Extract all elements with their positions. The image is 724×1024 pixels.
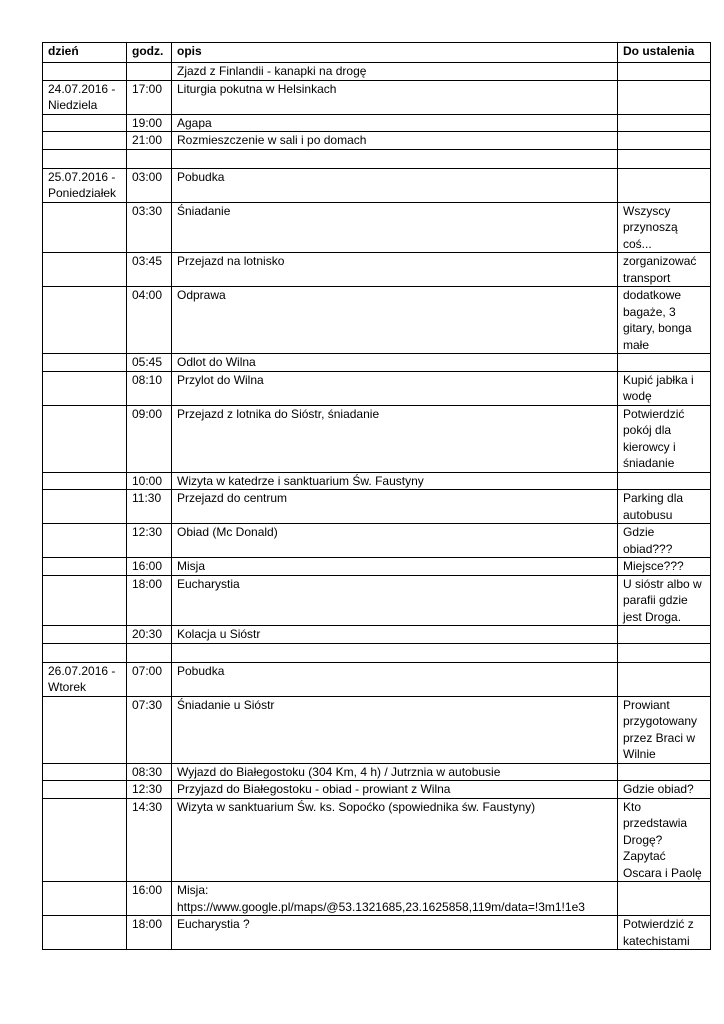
day-cell [43, 524, 127, 558]
day-cell [43, 287, 127, 354]
description-cell: Obiad (Mc Donald) [172, 524, 618, 558]
notes-cell: zorganizować transport [618, 253, 711, 287]
day-cell [43, 114, 127, 132]
time-cell: 04:00 [127, 287, 172, 354]
table-row [43, 763, 711, 781]
spacer-row [43, 149, 711, 168]
time-cell: 18:00 [127, 916, 172, 950]
empty-cell [618, 149, 711, 168]
table-row [43, 490, 711, 524]
table-row [43, 916, 711, 950]
time-cell: 12:30 [127, 781, 172, 799]
time-cell: 07:00 [127, 662, 172, 696]
day-cell [43, 405, 127, 472]
notes-cell: Gdzie obiad? [618, 781, 711, 799]
day-cell [43, 781, 127, 799]
table-row [43, 80, 711, 114]
table-row [43, 662, 711, 696]
table-row [43, 524, 711, 558]
day-cell [43, 253, 127, 287]
description-cell: Przejazd na lotnisko [172, 253, 618, 287]
description-cell: Odlot do Wilna [172, 354, 618, 372]
day-cell [43, 558, 127, 576]
description-cell: Kolacja u Sióstr [172, 626, 618, 644]
notes-cell: Miejsce??? [618, 558, 711, 576]
empty-cell [127, 643, 172, 662]
day-cell [43, 490, 127, 524]
description-cell: Śniadanie u Sióstr [172, 696, 618, 763]
empty-cell [127, 149, 172, 168]
table-row [43, 354, 711, 372]
notes-cell [618, 626, 711, 644]
header-notes: Do ustalenia [618, 43, 711, 63]
empty-cell [618, 643, 711, 662]
day-cell: 25.07.2016 - Poniedziałek [43, 168, 127, 202]
spacer-row [43, 643, 711, 662]
notes-cell: Potwierdzić pokój dla kierowcy i śniadanie [618, 405, 711, 472]
description-cell: Misja [172, 558, 618, 576]
header-row [43, 43, 711, 63]
day-cell [43, 798, 127, 882]
description-cell: Liturgia pokutna w Helsinkach [172, 80, 618, 114]
empty-cell [43, 643, 127, 662]
description-cell: Śniadanie [172, 202, 618, 253]
day-cell [43, 63, 127, 81]
notes-cell [618, 354, 711, 372]
table-row [43, 405, 711, 472]
description-cell: Pobudka [172, 168, 618, 202]
notes-cell: Potwierdzić z katechistami [618, 916, 711, 950]
description-cell: Przejazd z lotnika do Sióstr, śniadanie [172, 405, 618, 472]
empty-cell [43, 149, 127, 168]
description-cell: Wyjazd do Białegostoku (304 Km, 4 h) / Jutrznia w autobusie [172, 763, 618, 781]
schedule-body [43, 63, 711, 950]
notes-cell [618, 80, 711, 114]
table-row [43, 626, 711, 644]
notes-cell [618, 63, 711, 81]
empty-cell [172, 149, 618, 168]
description-cell: Eucharystia ? [172, 916, 618, 950]
time-cell: 03:45 [127, 253, 172, 287]
day-cell [43, 916, 127, 950]
header-day: dzień [43, 43, 127, 63]
notes-cell [618, 662, 711, 696]
time-cell: 18:00 [127, 575, 172, 626]
notes-cell: Gdzie obiad??? [618, 524, 711, 558]
time-cell: 08:10 [127, 371, 172, 405]
day-cell [43, 882, 127, 916]
time-cell: 16:00 [127, 558, 172, 576]
description-cell: Przyjazd do Białegostoku - obiad - prowiant z Wilna [172, 781, 618, 799]
day-cell [43, 696, 127, 763]
description-cell: Odprawa [172, 287, 618, 354]
notes-cell: Wszyscy przynoszą coś... [618, 202, 711, 253]
table-row [43, 168, 711, 202]
header-time: godz. [127, 43, 172, 63]
table-row [43, 472, 711, 490]
description-cell: Misja: https://www.google.pl/maps/@53.1321685,23.1625858,119m/data=!3m1!1e3 [172, 882, 618, 916]
time-cell [127, 63, 172, 81]
table-row [43, 287, 711, 354]
time-cell: 05:45 [127, 354, 172, 372]
description-cell: Przylot do Wilna [172, 371, 618, 405]
table-row [43, 558, 711, 576]
time-cell: 16:00 [127, 882, 172, 916]
day-cell [43, 354, 127, 372]
schedule-table [42, 42, 711, 950]
day-cell [43, 132, 127, 150]
day-cell [43, 626, 127, 644]
table-row [43, 253, 711, 287]
description-cell: Rozmieszczenie w sali i po domach [172, 132, 618, 150]
day-cell [43, 202, 127, 253]
header-desc: opis [172, 43, 618, 63]
description-cell: Agapa [172, 114, 618, 132]
notes-cell [618, 882, 711, 916]
notes-cell [618, 168, 711, 202]
notes-cell [618, 114, 711, 132]
schedule-page [42, 42, 710, 950]
table-row [43, 132, 711, 150]
time-cell: 09:00 [127, 405, 172, 472]
table-row [43, 371, 711, 405]
table-row [43, 882, 711, 916]
description-cell: Przejazd do centrum [172, 490, 618, 524]
table-row [43, 696, 711, 763]
time-cell: 11:30 [127, 490, 172, 524]
time-cell: 12:30 [127, 524, 172, 558]
notes-cell [618, 763, 711, 781]
description-cell: Eucharystia [172, 575, 618, 626]
notes-cell: dodatkowe bagaże, 3 gitary, bonga małe [618, 287, 711, 354]
notes-cell [618, 132, 711, 150]
description-cell: Zjazd z Finlandii - kanapki na drogę [172, 63, 618, 81]
day-cell: 26.07.2016 - Wtorek [43, 662, 127, 696]
empty-cell [172, 643, 618, 662]
time-cell: 19:00 [127, 114, 172, 132]
time-cell: 14:30 [127, 798, 172, 882]
time-cell: 07:30 [127, 696, 172, 763]
notes-cell: Kupić jabłka i wodę [618, 371, 711, 405]
notes-cell [618, 472, 711, 490]
table-row [43, 575, 711, 626]
time-cell: 21:00 [127, 132, 172, 150]
notes-cell: U sióstr albo w parafii gdzie jest Droga. [618, 575, 711, 626]
time-cell: 03:00 [127, 168, 172, 202]
table-row [43, 114, 711, 132]
time-cell: 03:30 [127, 202, 172, 253]
table-row [43, 202, 711, 253]
description-cell: Pobudka [172, 662, 618, 696]
notes-cell: Prowiant przygotowany przez Braci w Wilnie [618, 696, 711, 763]
day-cell [43, 763, 127, 781]
day-cell [43, 575, 127, 626]
time-cell: 20:30 [127, 626, 172, 644]
day-cell [43, 472, 127, 490]
table-row [43, 781, 711, 799]
table-row [43, 63, 711, 81]
notes-cell: Kto przedstawia Drogę? Zapytać Oscara i Paolę [618, 798, 711, 882]
notes-cell: Parking dla autobusu [618, 490, 711, 524]
time-cell: 17:00 [127, 80, 172, 114]
table-row [43, 798, 711, 882]
day-cell: 24.07.2016 - Niedziela [43, 80, 127, 114]
time-cell: 10:00 [127, 472, 172, 490]
time-cell: 08:30 [127, 763, 172, 781]
description-cell: Wizyta w katedrze i sanktuarium Św. Faustyny [172, 472, 618, 490]
description-cell: Wizyta w sanktuarium Św. ks. Sopoćko (spowiednika św. Faustyny) [172, 798, 618, 882]
day-cell [43, 371, 127, 405]
